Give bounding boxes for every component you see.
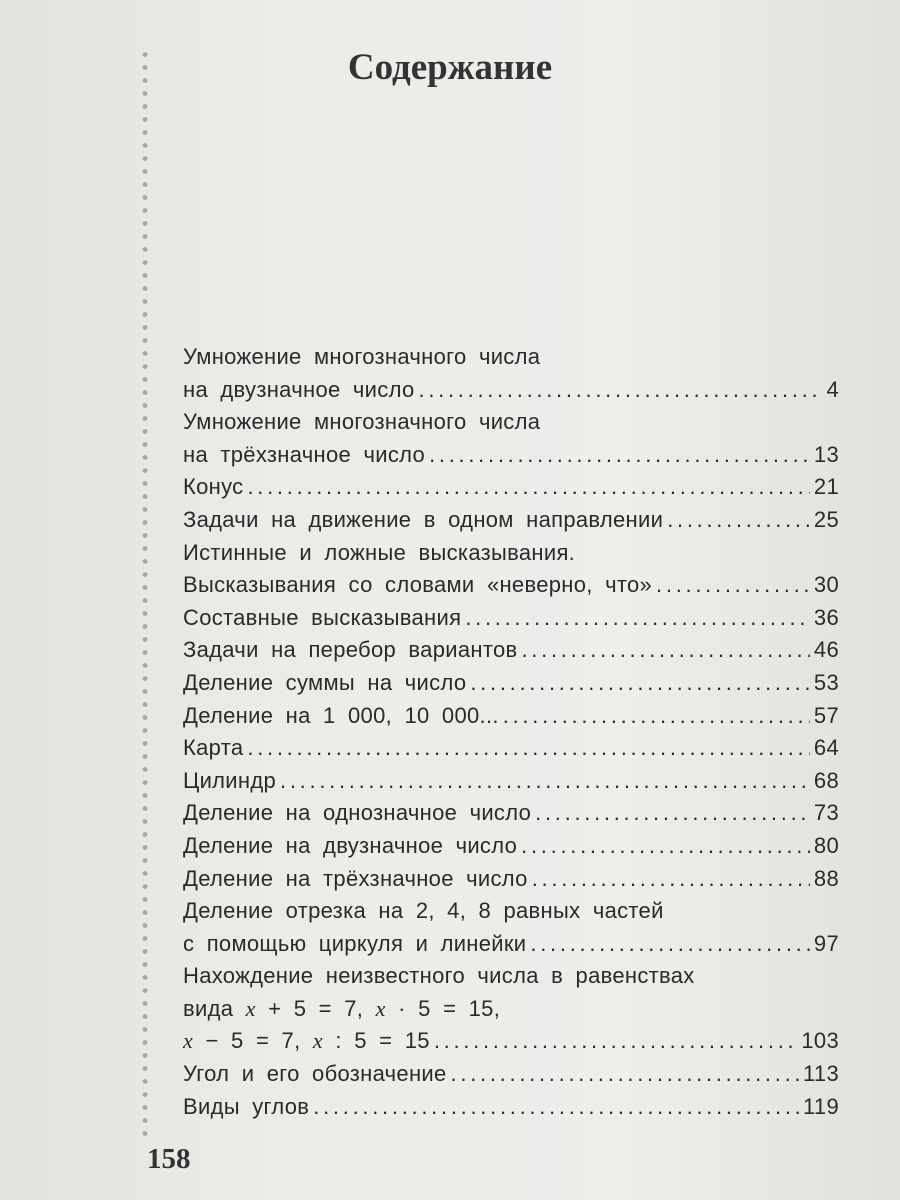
toc-entry[interactable] xyxy=(183,537,839,602)
toc-entry-title: Задачи на перебор вариантов xyxy=(183,637,518,663)
toc-entry[interactable] xyxy=(183,1058,839,1091)
toc-entry[interactable] xyxy=(183,797,839,830)
toc-entry-title: Высказывания со словами «неверно, что» xyxy=(183,572,653,598)
toc-entry-line xyxy=(183,993,839,1026)
toc-entry[interactable] xyxy=(183,341,839,406)
toc-entry-title: Деление на однозначное число xyxy=(183,800,532,826)
toc-entry-title: Деление суммы на число xyxy=(183,669,467,695)
toc-entry[interactable] xyxy=(183,504,839,537)
toc-entry-title: на двузначное число xyxy=(183,376,415,402)
toc-entry-title: Задачи на движение в одном направлении xyxy=(183,506,664,532)
dot-leader xyxy=(530,928,810,961)
toc-entry[interactable] xyxy=(183,471,839,504)
toc-entry-line xyxy=(183,895,839,928)
toc-entry-line xyxy=(183,830,839,863)
toc-page-number: 21 xyxy=(813,474,839,500)
math-variable-x: x xyxy=(375,995,386,1021)
toc-entry-title: вида x + 5 = 7, x · 5 = 15, xyxy=(183,995,501,1021)
toc-entry-line xyxy=(183,797,839,830)
toc-entry-title: Умножение многозначного числа xyxy=(183,409,541,435)
toc-entry-title: Нахождение неизвестного числа в равенствах xyxy=(183,963,695,989)
dot-leader xyxy=(280,765,810,798)
toc-entry[interactable] xyxy=(183,895,839,960)
toc-entry-line xyxy=(183,406,839,439)
math-variable-x: x xyxy=(183,1028,194,1054)
dot-leader xyxy=(247,732,810,765)
dot-leader xyxy=(656,569,810,602)
dot-leader xyxy=(429,439,810,472)
toc-entry-line xyxy=(183,732,839,765)
margin-dotted-line xyxy=(141,48,149,1138)
toc-entry[interactable] xyxy=(183,667,839,700)
dot-leader xyxy=(313,1091,799,1124)
toc-page-number: 80 xyxy=(813,832,839,858)
dot-leader xyxy=(503,700,810,733)
toc-page-number: 97 xyxy=(813,930,839,956)
toc-entry-line xyxy=(183,374,839,407)
toc-entry-title: Деление на 1 000, 10 000... xyxy=(183,702,499,728)
toc-entry-line xyxy=(183,765,839,798)
toc-entry-line xyxy=(183,504,839,537)
toc-entry[interactable] xyxy=(183,863,839,896)
toc-entry-line xyxy=(183,863,839,896)
dot-leader xyxy=(535,797,810,830)
dot-leader xyxy=(667,504,810,537)
toc-entry-title: Составные высказывания xyxy=(183,604,462,630)
dot-leader xyxy=(521,830,810,863)
page-number: 158 xyxy=(147,1143,191,1175)
table-of-contents xyxy=(183,341,839,1123)
dot-leader xyxy=(521,634,809,667)
toc-entry-line xyxy=(183,960,839,993)
toc-page-number: 64 xyxy=(813,735,839,761)
toc-entry-line xyxy=(183,700,839,733)
toc-entry[interactable] xyxy=(183,634,839,667)
dot-leader xyxy=(247,471,809,504)
toc-page-number: 53 xyxy=(813,669,839,695)
toc-entry-title: Цилиндр xyxy=(183,767,277,793)
toc-entry-line xyxy=(183,1091,839,1124)
math-variable-x: x xyxy=(312,1028,323,1054)
toc-entry-title: Деление отрезка на 2, 4, 8 равных частей xyxy=(183,898,664,924)
toc-entry[interactable] xyxy=(183,1091,839,1124)
toc-page-number: 113 xyxy=(803,1061,839,1087)
dot-leader xyxy=(465,602,810,635)
toc-page-number: 25 xyxy=(813,506,839,532)
toc-entry-title: Угол и его обозначение xyxy=(183,1061,447,1087)
toc-page-number: 13 xyxy=(813,441,839,467)
toc-entry[interactable] xyxy=(183,406,839,471)
toc-entry-title: Деление на трёхзначное число xyxy=(183,865,528,891)
dot-leader xyxy=(532,863,810,896)
toc-entry[interactable] xyxy=(183,700,839,733)
toc-entry[interactable] xyxy=(183,765,839,798)
toc-entry-line xyxy=(183,1058,839,1091)
toc-entry[interactable] xyxy=(183,732,839,765)
toc-entry[interactable] xyxy=(183,960,839,1058)
toc-page-number: 88 xyxy=(813,865,839,891)
toc-page-number: 36 xyxy=(813,604,839,630)
toc-entry-line xyxy=(183,569,839,602)
toc-entry-title: с помощью циркуля и линейки xyxy=(183,930,527,956)
toc-entry-title: Карта xyxy=(183,735,244,761)
toc-entry-line xyxy=(183,341,839,374)
toc-entry-line xyxy=(183,928,839,961)
toc-entry-line xyxy=(183,471,839,504)
dot-leader xyxy=(419,374,823,407)
toc-page-number: 46 xyxy=(813,637,839,663)
toc-entry-title: Деление на двузначное число xyxy=(183,832,518,858)
toc-entry-title: x − 5 = 7, x : 5 = 15 xyxy=(183,1028,430,1054)
toc-page-number: 73 xyxy=(813,800,839,826)
toc-page-number: 30 xyxy=(813,572,839,598)
dot-leader xyxy=(451,1058,799,1091)
toc-entry[interactable] xyxy=(183,602,839,635)
toc-page-number: 103 xyxy=(801,1028,839,1054)
toc-entry[interactable] xyxy=(183,830,839,863)
toc-entry-title: на трёхзначное число xyxy=(183,441,426,467)
toc-page-number: 119 xyxy=(803,1093,839,1119)
toc-entry-line xyxy=(183,667,839,700)
page-title: Содержание xyxy=(347,47,553,88)
toc-page-number: 68 xyxy=(813,767,839,793)
toc-entry-title: Конус xyxy=(183,474,244,500)
toc-entry-line xyxy=(183,537,839,570)
math-variable-x: x xyxy=(245,995,256,1021)
toc-entry-line xyxy=(183,634,839,667)
toc-page-number: 57 xyxy=(813,702,839,728)
dot-leader xyxy=(434,1025,798,1058)
toc-page-number: 4 xyxy=(826,376,839,402)
toc-entry-line xyxy=(183,439,839,472)
toc-entry-title: Виды углов xyxy=(183,1093,310,1119)
toc-entry-title: Умножение многозначного числа xyxy=(183,344,541,369)
toc-entry-line xyxy=(183,602,839,635)
dot-leader xyxy=(470,667,810,700)
toc-entry-line xyxy=(183,1025,839,1058)
toc-entry-title: Истинные и ложные высказывания. xyxy=(183,539,576,565)
